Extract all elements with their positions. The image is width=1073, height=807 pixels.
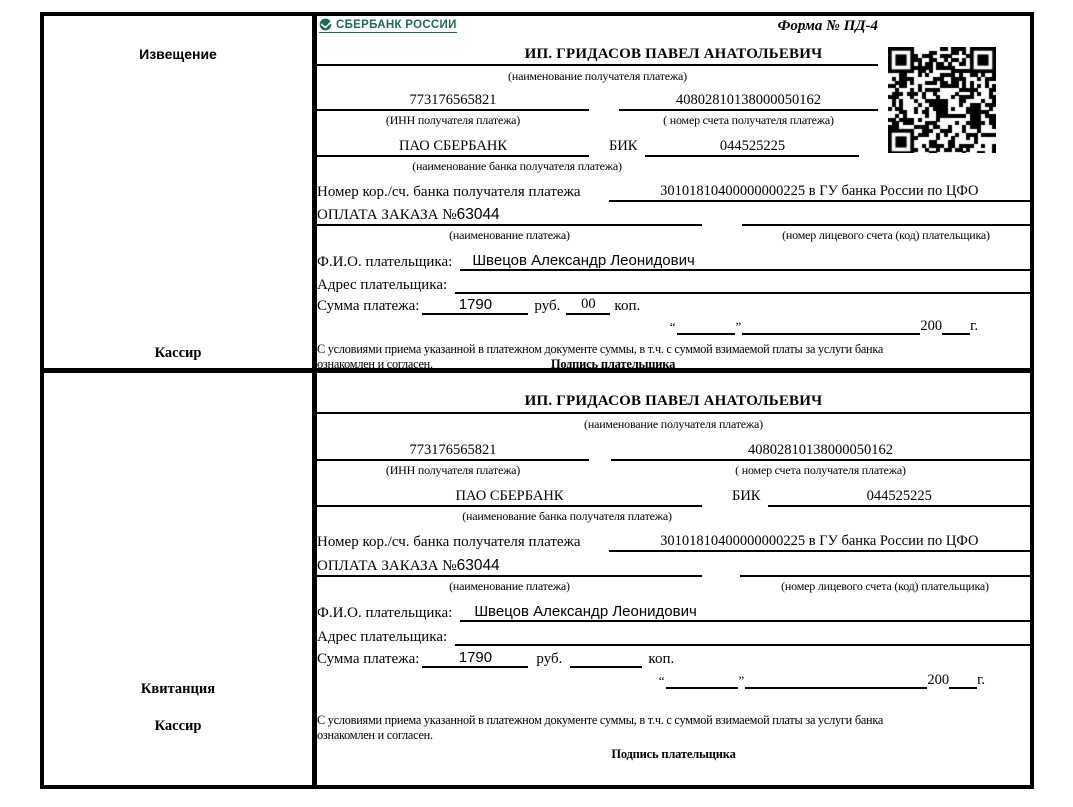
bank-name: ПАО СБЕРБАНК xyxy=(317,137,589,157)
corr-account-label: Номер кор./сч. банка получателя платежа xyxy=(317,184,581,200)
rub-label: руб. xyxy=(534,298,561,314)
date-day-field xyxy=(677,319,735,335)
order-number: 63044 xyxy=(456,557,500,574)
form-number: Форма № ПД-4 xyxy=(777,18,878,34)
payer-name-label: Ф.И.О. плательщика: xyxy=(317,254,453,270)
quote-close: ” xyxy=(738,673,745,688)
conditions-line2: ознакомлен и согласен. xyxy=(317,727,433,742)
year-field xyxy=(949,673,977,689)
payer-name-value: Швецов Александр Леонидович xyxy=(460,603,1030,622)
sberbank-circle-icon xyxy=(319,18,332,31)
corr-account-value: 30101810400000000225 в ГУ банка России по ЦФО xyxy=(609,182,1030,202)
bik-value: 044525225 xyxy=(768,487,1030,507)
caption-personal-account: (номер лицевого счета (код) плательщика) xyxy=(782,228,990,242)
inn-value: 773176565821 xyxy=(317,441,589,461)
bik-label: БИК xyxy=(732,487,761,504)
sum-kop-value xyxy=(570,654,642,668)
sum-rub-value: 1790 xyxy=(422,296,528,315)
inn-value: 773176565821 xyxy=(317,91,589,111)
account-value: 40802810138000050162 xyxy=(619,91,878,111)
payer-address-label: Адрес плательщика: xyxy=(317,277,448,293)
bik-label: БИК xyxy=(609,137,638,154)
notice-section xyxy=(317,16,1030,371)
recipient-title: ИП. ГРИДАСОВ ПАВЕЛ АНАТОЛЬЕВИЧ xyxy=(524,393,823,409)
sum-label: Сумма платежа: xyxy=(317,298,420,314)
payer-name-value: Швецов Александр Леонидович xyxy=(460,252,1030,271)
date-day-field xyxy=(666,673,738,689)
payer-name-label: Ф.И.О. плательщика: xyxy=(317,605,453,621)
signature-label: Подпись плательщика xyxy=(611,746,736,761)
account-value: 40802810138000050162 xyxy=(611,441,1030,461)
quote-close: ” xyxy=(735,319,742,334)
caption-payment: (наименование платежа) xyxy=(449,228,570,242)
corr-account-label: Номер кор./сч. банка получателя платежа xyxy=(317,534,581,550)
payment-name: ОПЛАТА ЗАКАЗА № xyxy=(317,207,457,223)
year-suffix: г. xyxy=(970,318,978,334)
rub-label: руб. xyxy=(536,651,563,667)
caption-account: ( номер счета получателя платежа) xyxy=(735,463,906,477)
kop-label: коп. xyxy=(648,651,675,667)
personal-account-field xyxy=(740,563,1030,577)
qr-code xyxy=(888,47,996,153)
caption-account: ( номер счета получателя платежа) xyxy=(663,113,834,127)
order-number: 63044 xyxy=(456,206,500,223)
caption-inn: (ИНН получателя платежа) xyxy=(385,113,521,127)
payer-address-label: Адрес плательщика: xyxy=(317,629,448,645)
sum-kop-value: 00 xyxy=(566,295,610,315)
receipt-section xyxy=(317,373,1030,785)
sberbank-logo xyxy=(319,18,457,33)
personal-account-field xyxy=(742,212,1030,226)
cashier-label-bottom: Кассир xyxy=(154,718,202,734)
quote-open: “ xyxy=(658,673,665,688)
date-line xyxy=(317,668,985,689)
signature-label: Подпись плательщика xyxy=(550,356,676,371)
kop-label: коп. xyxy=(614,298,641,314)
year-prefix: 200 xyxy=(927,672,950,688)
caption-bank: (наименование банка получателя платежа) xyxy=(412,159,622,173)
sum-label: Сумма платежа: xyxy=(317,651,420,667)
date-line xyxy=(317,315,978,335)
quote-open: “ xyxy=(669,319,676,334)
sum-rub-value: 1790 xyxy=(422,649,528,668)
bank-name: ПАО СБЕРБАНК xyxy=(317,487,702,507)
year-field xyxy=(942,319,970,335)
date-month-field xyxy=(745,673,927,689)
date-month-field xyxy=(742,319,920,335)
payment-name: ОПЛАТА ЗАКАЗА № xyxy=(317,558,457,574)
bik-value: 044525225 xyxy=(645,137,859,157)
caption-recipient: (наименование получателя платежа) xyxy=(508,69,687,83)
corr-account-value: 30101810400000000225 в ГУ банка России по ЦФО xyxy=(609,532,1030,552)
receipt-label: Квитанция xyxy=(140,681,216,697)
caption-inn: (ИНН получателя платежа) xyxy=(385,463,521,477)
cashier-label-top: Кассир xyxy=(154,345,202,361)
notice-stub xyxy=(44,16,312,368)
year-suffix: г. xyxy=(977,672,985,688)
form-table xyxy=(40,12,1034,789)
bank-logo-name: СБЕРБАНК РОССИИ xyxy=(336,18,457,31)
payer-address-value xyxy=(455,632,1030,646)
caption-payment: (наименование платежа) xyxy=(449,579,570,593)
year-prefix: 200 xyxy=(920,318,943,334)
payer-address-value xyxy=(455,280,1030,294)
receipt-stub xyxy=(44,373,312,785)
conditions-line1: С условиями приема указанной в платежном документе суммы, в т.ч. с суммой взимаемой платы за услуги банка xyxy=(317,342,884,356)
caption-bank: (наименование банка получателя платежа) xyxy=(462,509,672,523)
recipient-title: ИП. ГРИДАСОВ ПАВЕЛ АНАТОЛЬЕВИЧ xyxy=(524,46,823,62)
notice-label: Извещение xyxy=(139,46,217,62)
conditions-line2: ознакомлен и согласен. xyxy=(317,356,433,371)
conditions-line1: С условиями приема указанной в платежном документе суммы, в т.ч. с суммой взимаемой платы за услуги банка xyxy=(317,713,884,727)
caption-personal-account: (номер лицевого счета (код) плательщика) xyxy=(781,579,989,593)
caption-recipient: (наименование получателя платежа) xyxy=(584,417,763,431)
